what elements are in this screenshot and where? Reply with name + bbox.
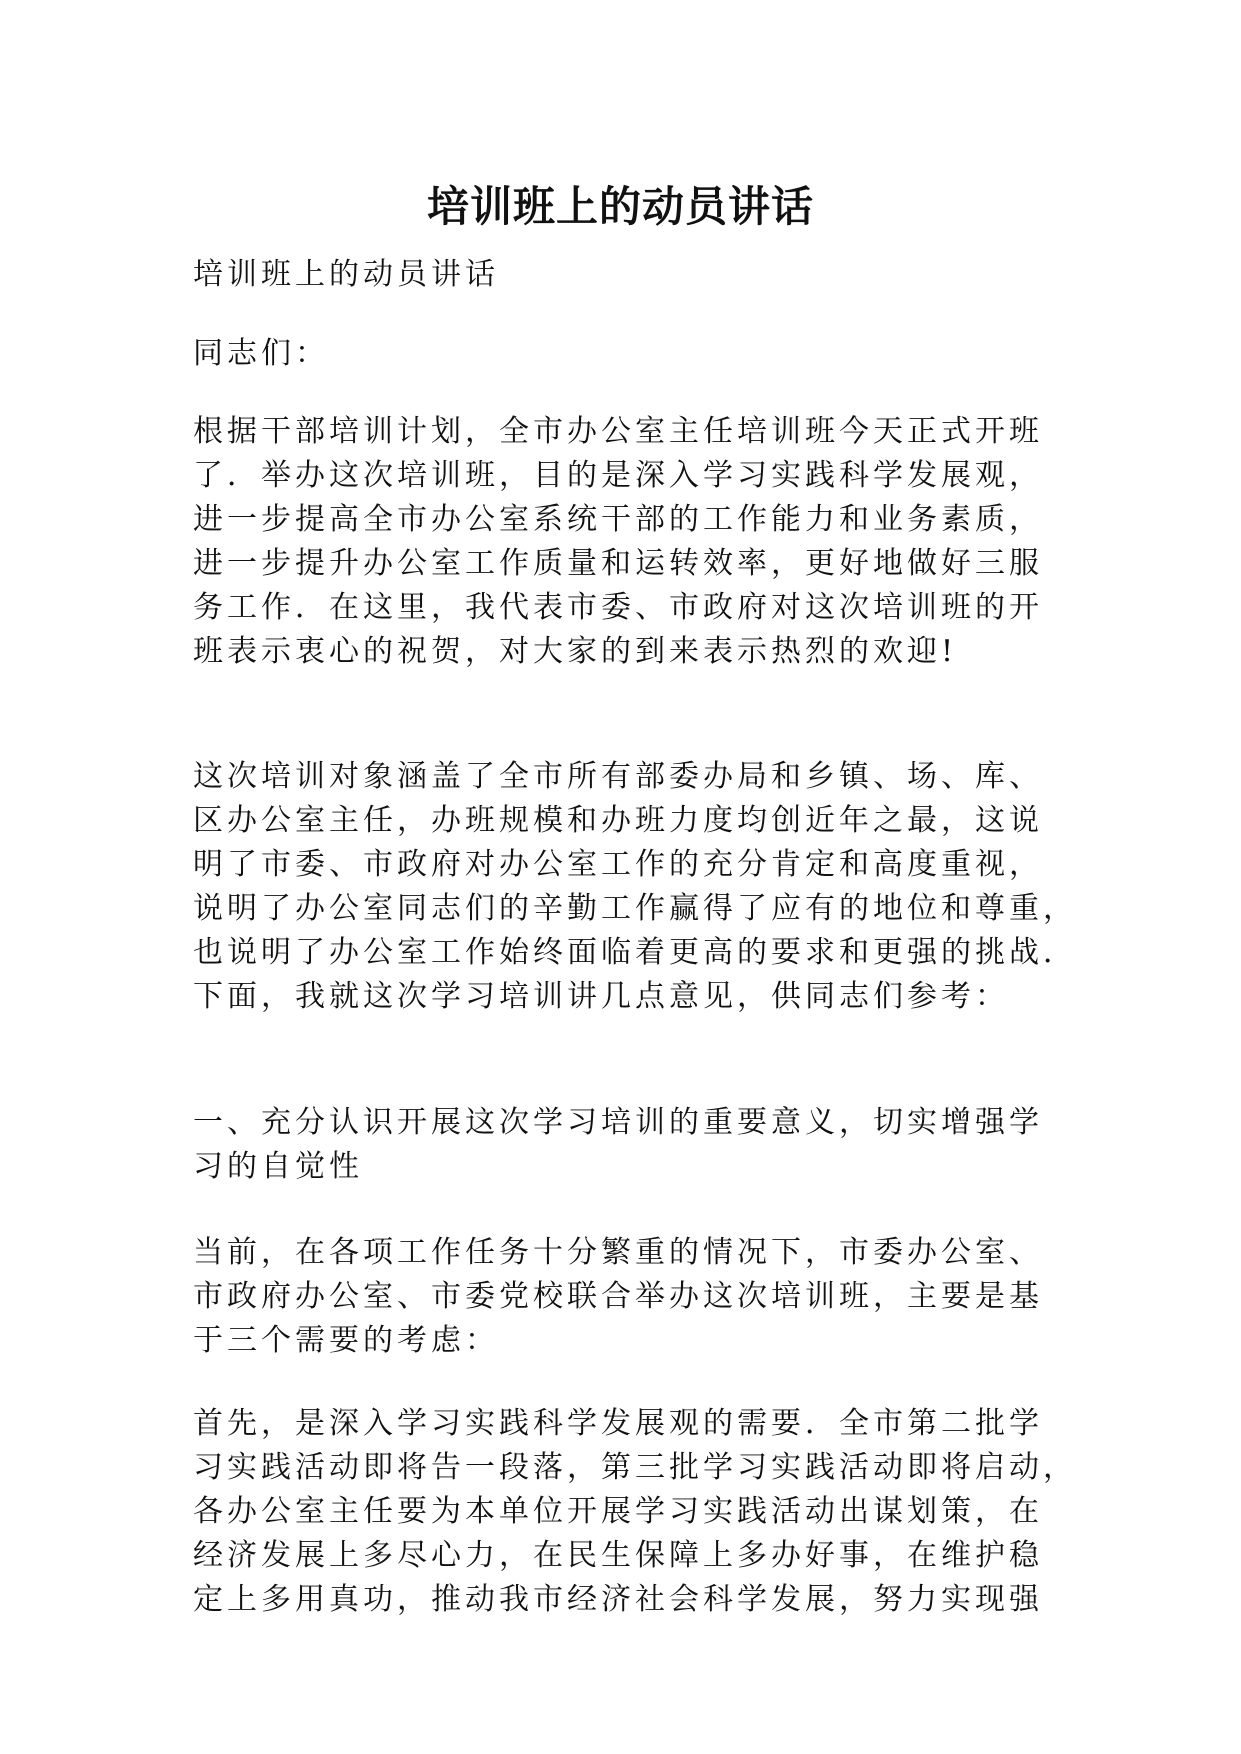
paragraph-line: 下面，我就这次学习培训讲几点意见，供同志们参考： xyxy=(193,979,1009,1014)
paragraph-line: 各办公室主任要为本单位开展学习实践活动出谋划策，在 xyxy=(193,1494,1043,1529)
paragraph-line: 区办公室主任，办班规模和办班力度均创近年之最，这说 xyxy=(193,803,1043,838)
salutation-line: 同志们： xyxy=(193,336,329,371)
salutation xyxy=(193,332,1043,376)
paragraph-line: 明了市委、市政府对办公室工作的充分肯定和高度重视， xyxy=(193,847,1043,882)
paragraph-line: 当前，在各项工作任务十分繁重的情况下，市委办公室、 xyxy=(193,1235,1043,1270)
paragraph-line: 也说明了办公室工作始终面临着更高的要求和更强的挑战． xyxy=(193,935,1077,970)
paragraph-three-needs xyxy=(193,1231,1043,1363)
section-heading-one xyxy=(193,1101,1043,1189)
heading-line: 一、充分认识开展这次学习培训的重要意义，切实增强学 xyxy=(193,1105,1043,1140)
paragraph-line: 习实践活动即将告一段落，第三批学习实践活动即将启动， xyxy=(193,1450,1077,1485)
paragraph-line: 定上多用真功，推动我市经济社会科学发展，努力实现强 xyxy=(193,1582,1043,1617)
paragraph-opening xyxy=(193,410,1043,674)
paragraph-training-scope xyxy=(193,755,1077,1019)
paragraph-line: 了．举办这次培训班，目的是深入学习实践科学发展观， xyxy=(193,458,1043,493)
paragraph-line: 根据干部培训计划，全市办公室主任培训班今天正式开班 xyxy=(193,414,1043,449)
paragraph-line: 进一步提升办公室工作质量和运转效率，更好地做好三服 xyxy=(193,546,1043,581)
paragraph-line: 说明了办公室同志们的辛勤工作赢得了应有的地位和尊重， xyxy=(193,891,1077,926)
paragraph-line: 务工作．在这里，我代表市委、市政府对这次培训班的开 xyxy=(193,590,1043,625)
document-title: 培训班上的动员讲话 xyxy=(426,182,814,231)
paragraph-line: 这次培训对象涵盖了全市所有部委办局和乡镇、场、库、 xyxy=(193,759,1043,794)
paragraph-line: 于三个需要的考虑： xyxy=(193,1323,499,1358)
paragraph-line: 经济发展上多尽心力，在民生保障上多办好事，在维护稳 xyxy=(193,1538,1043,1573)
subtitle-line: 培训班上的动员讲话 xyxy=(193,257,499,292)
paragraph-line: 班表示衷心的祝贺，对大家的到来表示热烈的欢迎! xyxy=(193,634,958,669)
document-subtitle xyxy=(193,253,1043,297)
paragraph-line: 进一步提高全市办公室系统干部的工作能力和业务素质， xyxy=(193,502,1043,537)
paragraph-line: 首先，是深入学习实践科学发展观的需要．全市第二批学 xyxy=(193,1406,1043,1441)
paragraph-first-need xyxy=(193,1402,1077,1622)
paragraph-line: 市政府办公室、市委党校联合举办这次培训班，主要是基 xyxy=(193,1279,1043,1314)
heading-line: 习的自觉性 xyxy=(193,1149,363,1184)
